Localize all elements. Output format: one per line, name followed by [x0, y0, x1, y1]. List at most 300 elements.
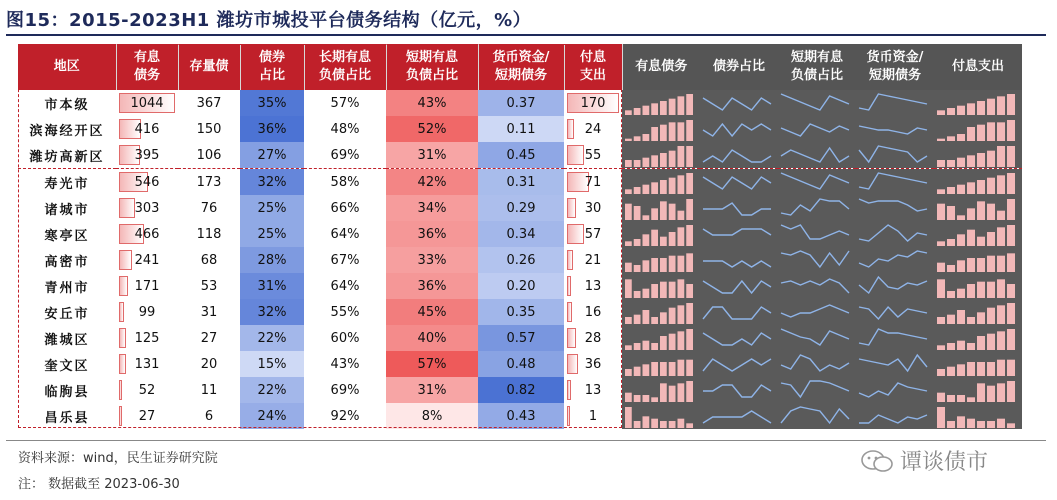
- cell-cash-ratio: 0.45: [478, 142, 564, 169]
- debt-value: 27: [138, 408, 156, 424]
- spark-bar: [634, 136, 641, 141]
- cell-debt: [116, 325, 178, 351]
- spark-bar: [660, 336, 667, 350]
- spark-bar: [686, 381, 693, 402]
- spark-bar: [625, 241, 632, 246]
- cell-debt: [116, 142, 178, 169]
- cell-short-ratio: 45%: [386, 299, 478, 325]
- spark-line: [859, 126, 927, 134]
- spark-bar: [947, 206, 955, 220]
- spark-bar: [678, 419, 685, 428]
- spark-bar: [643, 416, 650, 428]
- spark-bar: [1007, 284, 1015, 298]
- wechat-icon: [860, 449, 894, 473]
- cell-bond-ratio: 25%: [240, 195, 304, 221]
- spark-bar: [967, 317, 975, 324]
- spark-bar: [669, 256, 676, 272]
- cell-bonds: 367: [196, 95, 222, 111]
- spark-bar: [957, 395, 965, 402]
- table-row: [18, 116, 1022, 142]
- spark-short-ratio: [778, 377, 856, 403]
- cell-bond-ratio: 36%: [240, 116, 304, 142]
- cell-interest: [564, 195, 622, 221]
- cell-bonds: 6: [204, 408, 214, 424]
- spark-bar: [967, 155, 975, 167]
- spark-bar: [967, 127, 975, 141]
- spark-bar: [947, 239, 955, 246]
- debt-bar: [119, 250, 132, 270]
- spark-bar: [686, 360, 693, 376]
- spark-bar: [947, 108, 955, 115]
- spark-bar: [634, 239, 641, 246]
- cell-bond-ratio: 22%: [240, 325, 304, 351]
- cell-debt: [116, 116, 178, 142]
- cell-region: 滨海经开区: [29, 123, 105, 139]
- spark-short-ratio: [778, 90, 856, 116]
- spark-bar: [997, 96, 1005, 115]
- cell-cash-ratio: 0.20: [478, 273, 564, 299]
- cell-short-ratio: 34%: [386, 195, 478, 221]
- cell-long-ratio: 60%: [330, 330, 360, 346]
- spark-line: [859, 146, 927, 162]
- spark-bar: [678, 383, 685, 402]
- cell-short-ratio: 43%: [386, 90, 478, 116]
- spark-bar: [678, 331, 685, 350]
- spark-bar: [987, 178, 995, 194]
- spark-bar: [669, 151, 676, 167]
- spark-bar: [660, 421, 667, 428]
- spark-bar: [1007, 120, 1015, 141]
- spark-bar: [678, 227, 685, 246]
- spark-bar: [957, 310, 965, 324]
- spark-bar: [957, 364, 965, 376]
- cell-short-ratio: 8%: [386, 403, 478, 429]
- spark-bar: [997, 227, 1005, 246]
- spark-bar: [660, 125, 667, 141]
- spark-bar: [660, 101, 667, 115]
- cell-region: 奎文区: [44, 358, 90, 374]
- table-row: [18, 377, 1022, 403]
- spark-debt: [622, 116, 700, 142]
- debt-value: 1044: [130, 95, 164, 111]
- footer-rule: [6, 440, 1046, 441]
- cell-interest: [564, 116, 622, 142]
- cell-region: 昌乐县: [44, 410, 90, 426]
- debt-value: 125: [134, 330, 160, 346]
- cell-bonds: 11: [200, 382, 218, 398]
- spark-line: [703, 333, 771, 345]
- spark-bar: [947, 160, 955, 167]
- cell-region: 寿光市: [44, 176, 90, 192]
- spark-debt: [622, 377, 700, 403]
- spark-line: [703, 411, 771, 423]
- spark-short-ratio: [778, 116, 856, 142]
- spark-interest: [934, 273, 1022, 299]
- spark-bar: [669, 178, 676, 194]
- spark-bar: [967, 103, 975, 115]
- spark-interest: [934, 142, 1022, 169]
- cell-region: 安丘市: [44, 306, 90, 322]
- table-row: [18, 403, 1022, 429]
- spark-bar: [660, 180, 667, 194]
- cell-debt: [116, 377, 178, 403]
- spark-bar: [947, 421, 955, 428]
- spark-header-short-ratio: 短期有息 负债占比: [778, 44, 856, 90]
- spark-bar: [686, 120, 693, 141]
- spark-bar: [977, 153, 985, 167]
- spark-bar: [651, 155, 658, 167]
- cell-long-ratio: 58%: [330, 174, 360, 190]
- spark-bond-ratio: [700, 325, 778, 351]
- spark-bar: [977, 362, 985, 376]
- spark-bar: [660, 258, 667, 272]
- spark-bar: [651, 284, 658, 298]
- spark-bar: [947, 265, 955, 272]
- spark-bar: [977, 282, 985, 298]
- spark-bar: [669, 99, 676, 115]
- spark-bar: [686, 329, 693, 350]
- spark-bar: [967, 419, 975, 428]
- spark-bar: [651, 343, 658, 350]
- cell-debt: [116, 299, 178, 325]
- spark-bond-ratio: [700, 377, 778, 403]
- cell-interest: [564, 90, 622, 116]
- cell-cash-ratio: 0.43: [478, 403, 564, 429]
- cell-short-ratio: 52%: [386, 116, 478, 142]
- spark-line: [781, 279, 849, 293]
- spark-bar: [643, 364, 650, 376]
- spark-bar: [625, 369, 632, 376]
- spark-cash-ratio: [856, 377, 934, 403]
- spark-bar: [686, 303, 693, 324]
- spark-bar: [643, 341, 650, 350]
- spark-header-cash-ratio: 货币资金/ 短期债务: [856, 44, 934, 90]
- spark-cash-ratio: [856, 273, 934, 299]
- spark-bar: [660, 312, 667, 324]
- spark-bar: [1007, 225, 1015, 246]
- spark-bar: [937, 241, 945, 246]
- spark-line: [781, 173, 849, 189]
- spark-cash-ratio: [856, 325, 934, 351]
- col-header-bonds: 存量债: [178, 44, 240, 90]
- cell-bonds: 106: [178, 142, 240, 169]
- cell-bond-ratio: 25%: [240, 221, 304, 247]
- spark-interest: [934, 116, 1022, 142]
- spark-bar: [678, 360, 685, 376]
- cell-bond-ratio: 31%: [240, 273, 304, 299]
- spark-bar: [651, 103, 658, 115]
- spark-line: [859, 355, 927, 371]
- spark-interest: [934, 403, 1022, 429]
- spark-bar: [977, 125, 985, 141]
- spark-bar: [643, 106, 650, 115]
- debt-value: 466: [134, 226, 160, 242]
- cell-bonds: 76: [200, 200, 218, 216]
- cell-debt: [116, 221, 178, 247]
- spark-bar: [686, 423, 693, 428]
- col-header-interest: 付息 支出: [564, 44, 622, 90]
- spark-bar: [957, 106, 965, 115]
- spark-cash-ratio: [856, 299, 934, 325]
- interest-bar: [567, 354, 578, 374]
- spark-bar: [937, 279, 945, 298]
- cell-cash-ratio: 0.29: [478, 195, 564, 221]
- spark-short-ratio: [778, 247, 856, 273]
- spark-bar: [967, 182, 975, 194]
- spark-bar: [1007, 94, 1015, 115]
- spark-bar: [643, 310, 650, 324]
- cell-short-ratio: 42%: [386, 169, 478, 196]
- spark-cash-ratio: [856, 403, 934, 429]
- spark-bar: [977, 201, 985, 220]
- spark-debt: [622, 195, 700, 221]
- cell-cash-ratio: 0.11: [478, 116, 564, 142]
- cell-bond-ratio: 32%: [240, 299, 304, 325]
- spark-bar: [643, 234, 650, 246]
- spark-bar: [669, 334, 676, 350]
- cell-region: 市本级: [44, 97, 90, 113]
- spark-bar: [625, 189, 632, 194]
- spark-debt: [622, 351, 700, 377]
- spark-bar: [937, 204, 945, 220]
- cell-long-ratio: 55%: [330, 304, 360, 320]
- debt-value: 303: [134, 200, 160, 216]
- interest-bar: [567, 328, 576, 348]
- spark-cash-ratio: [856, 142, 934, 169]
- spark-bar: [634, 343, 641, 350]
- spark-debt: [622, 325, 700, 351]
- cell-bond-ratio: 27%: [240, 142, 304, 169]
- cell-cash-ratio: 0.37: [478, 90, 564, 116]
- cell-region: 青州市: [44, 280, 90, 296]
- spark-bar: [651, 258, 658, 272]
- spark-cash-ratio: [856, 195, 934, 221]
- interest-value: 1: [588, 408, 598, 424]
- cell-long-ratio: 43%: [330, 356, 360, 372]
- spark-bar: [678, 96, 685, 115]
- spark-bar: [643, 134, 650, 141]
- spark-bar: [957, 215, 965, 220]
- cell-bonds: 20: [200, 356, 218, 372]
- debt-bar: [119, 276, 128, 296]
- spark-bar: [651, 127, 658, 141]
- debt-value: 416: [134, 121, 160, 137]
- spark-line: [781, 199, 849, 215]
- cell-bonds: 118: [196, 226, 222, 242]
- spark-line: [703, 203, 771, 215]
- debt-bar: [119, 380, 122, 400]
- interest-value: 30: [584, 200, 602, 216]
- spark-bar: [1007, 199, 1015, 220]
- interest-bar: [567, 406, 570, 426]
- spark-bar: [660, 153, 667, 167]
- spark-debt: [622, 169, 700, 196]
- cell-region: 高密市: [44, 254, 90, 270]
- spark-bar: [643, 215, 650, 220]
- spark-short-ratio: [778, 403, 856, 429]
- spark-bar: [997, 256, 1005, 272]
- spark-line: [703, 307, 771, 319]
- spark-bar: [634, 108, 641, 115]
- cell-long-ratio: 69%: [304, 142, 386, 169]
- spark-bar: [643, 260, 650, 272]
- spark-bar: [937, 189, 945, 194]
- spark-bar: [937, 160, 945, 167]
- table-row: [18, 299, 1022, 325]
- spark-header-bond-ratio: 债券占比: [700, 44, 778, 90]
- spark-bond-ratio: [700, 195, 778, 221]
- watermark: [860, 445, 988, 476]
- spark-bar: [669, 122, 676, 141]
- spark-bar: [651, 419, 658, 428]
- spark-bar: [634, 265, 641, 272]
- col-header-bond-ratio: 债券 占比: [240, 44, 304, 90]
- spark-bar: [997, 419, 1005, 428]
- spark-bar: [625, 407, 632, 428]
- spark-line: [703, 229, 771, 235]
- spark-bar: [686, 284, 693, 298]
- interest-value: 36: [584, 356, 602, 372]
- spark-bond-ratio: [700, 351, 778, 377]
- spark-line: [859, 199, 927, 211]
- spark-bar: [643, 158, 650, 167]
- cell-bond-ratio: 24%: [240, 403, 304, 429]
- cell-short-ratio: 57%: [386, 351, 478, 377]
- spark-bar: [625, 317, 632, 324]
- spark-bar: [625, 204, 632, 220]
- spark-bar: [937, 110, 945, 115]
- spark-line: [859, 329, 927, 345]
- spark-bar: [997, 360, 1005, 376]
- spark-bar: [977, 180, 985, 194]
- cell-interest: [564, 325, 622, 351]
- cell-bond-ratio: 35%: [240, 90, 304, 116]
- spark-bar: [987, 122, 995, 141]
- table-row: [18, 142, 1022, 169]
- spark-line: [703, 177, 771, 189]
- spark-bar: [651, 317, 658, 324]
- cell-long-ratio: 92%: [330, 408, 360, 424]
- cell-long-ratio: 64%: [330, 226, 360, 242]
- spark-bar: [937, 393, 945, 402]
- data-date-note: 注： 数据截至 2023-06-30: [18, 477, 180, 492]
- cell-long-ratio: 66%: [330, 200, 360, 216]
- spark-interest: [934, 169, 1022, 196]
- spark-bar: [947, 291, 955, 298]
- cell-region: 潍坊高新区: [18, 142, 116, 169]
- cell-cash-ratio: 0.26: [478, 247, 564, 273]
- spark-bar: [625, 263, 632, 272]
- spark-bar: [947, 187, 955, 194]
- col-header-cash-ratio: 货币资金/ 短期债务: [478, 44, 564, 90]
- spark-line: [703, 359, 771, 371]
- table-row: [18, 351, 1022, 377]
- cell-long-ratio: 67%: [330, 252, 360, 268]
- spark-line: [781, 329, 849, 345]
- spark-bar: [660, 201, 667, 220]
- spark-interest: [934, 195, 1022, 221]
- spark-line: [859, 173, 927, 189]
- cell-interest: [564, 377, 622, 403]
- table-row: [18, 195, 1022, 221]
- spark-bar: [937, 345, 945, 350]
- spark-short-ratio: [778, 351, 856, 377]
- spark-line: [859, 225, 927, 241]
- cell-debt: [116, 90, 178, 116]
- spark-bar: [651, 397, 658, 402]
- spark-bar: [686, 225, 693, 246]
- spark-cash-ratio: [856, 169, 934, 196]
- spark-bar: [937, 139, 945, 141]
- spark-bar: [1007, 253, 1015, 272]
- spark-bar: [625, 393, 632, 402]
- spark-bar: [987, 308, 995, 324]
- spark-bar: [634, 315, 641, 324]
- spark-bar: [686, 199, 693, 220]
- cell-bond-ratio: 22%: [240, 377, 304, 403]
- debt-value: 546: [134, 174, 160, 190]
- cell-cash-ratio: 0.31: [478, 169, 564, 196]
- spark-bar: [967, 284, 975, 298]
- spark-bar: [997, 305, 1005, 324]
- spark-bar: [937, 369, 945, 376]
- spark-bar: [678, 305, 685, 324]
- spark-bar: [678, 211, 685, 220]
- spark-bar: [997, 146, 1005, 167]
- spark-header-interest: 付息支出: [934, 44, 1022, 90]
- spark-bar: [937, 407, 945, 428]
- spark-interest: [934, 90, 1022, 116]
- spark-short-ratio: [778, 195, 856, 221]
- spark-bar: [634, 421, 641, 428]
- cell-short-ratio: 31%: [386, 142, 478, 169]
- spark-bar: [997, 331, 1005, 350]
- table-row: [18, 273, 1022, 299]
- debt-value: 395: [134, 147, 160, 163]
- table-row: [18, 247, 1022, 273]
- cell-short-ratio: 31%: [386, 377, 478, 403]
- spark-short-ratio: [778, 169, 856, 196]
- spark-bar: [678, 122, 685, 141]
- cell-bonds: 31: [200, 304, 218, 320]
- cell-interest: [564, 299, 622, 325]
- table-row: [18, 169, 1022, 196]
- spark-bar: [686, 94, 693, 115]
- spark-bar: [997, 122, 1005, 141]
- cell-cash-ratio: 0.57: [478, 325, 564, 351]
- spark-bar: [678, 279, 685, 298]
- cell-region: 寒亭区: [44, 228, 90, 244]
- spark-bar: [997, 279, 1005, 298]
- spark-header-debt: 有息债务: [622, 44, 700, 90]
- spark-bar: [678, 256, 685, 272]
- cell-region: 诸城市: [44, 202, 90, 218]
- spark-line: [859, 307, 927, 319]
- spark-line: [703, 261, 771, 267]
- spark-bar: [977, 258, 985, 272]
- spark-line: [781, 381, 849, 397]
- spark-bar: [967, 397, 975, 402]
- cell-bonds: 53: [200, 278, 218, 294]
- debt-bar: [119, 328, 126, 348]
- cell-interest: [564, 142, 622, 169]
- spark-line: [781, 225, 849, 239]
- spark-line: [781, 407, 849, 423]
- spark-bar: [947, 343, 955, 350]
- spark-bar: [651, 182, 658, 194]
- spark-bar: [937, 263, 945, 272]
- spark-bond-ratio: [700, 169, 778, 196]
